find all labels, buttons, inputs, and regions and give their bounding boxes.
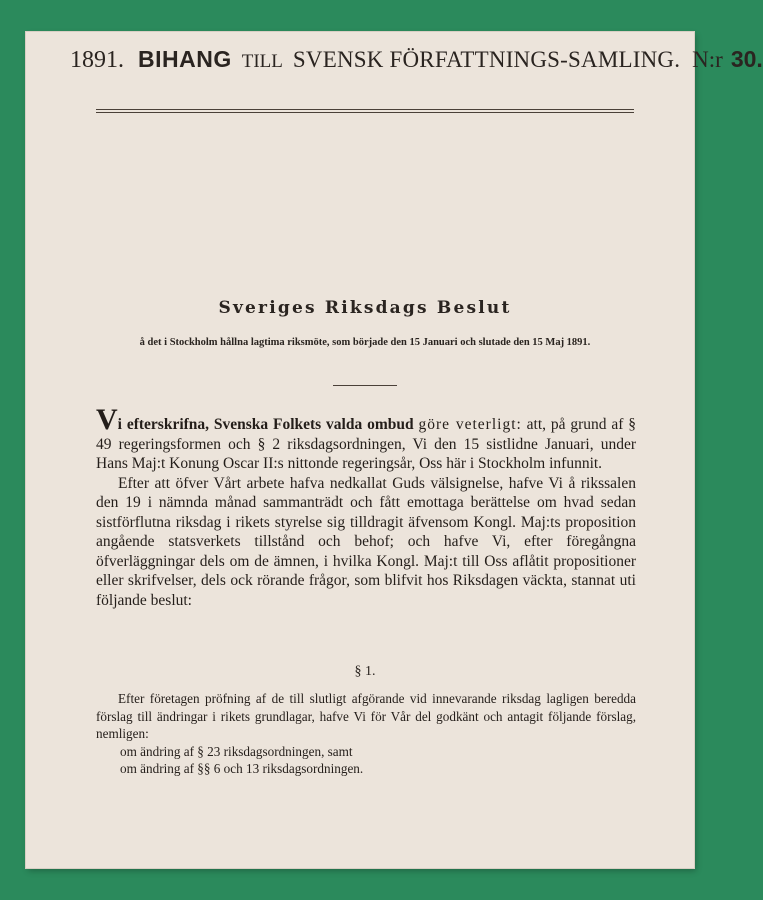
header-rule xyxy=(96,109,634,110)
header-nr-label: N:r xyxy=(692,47,723,72)
header-publication: SVENSK FÖRFATTNINGS-SAMLING. xyxy=(292,47,681,72)
document-body xyxy=(96,403,637,610)
header-rule-secondary xyxy=(96,112,634,113)
document-subtitle: å det i Stockholm hållna lagtima riksmöte, som började den 15 Januari och slutade den 15 Maj 1891. xyxy=(139,337,591,348)
document-title: Sveriges Riksdags Beslut xyxy=(218,298,512,318)
paragraph-2: Efter att öfver Vårt arbete hafva nedkallat Guds välsignelse, hafve Vi å rikssalen den 19 i nämnda månad sammanträdt och fått emottaga berättelse om hvad sedan sistförflutna riksdag i rikets styrelse sig tilldragit äfvensom Kongl. Maj:ts proposition angående statsverkets tillstånd och behof; och hafve Vi, efter föregångna öfverläggningar dels om de ämnen, i hvilka Kongl. Maj:t till Oss aflåtit propositioner eller skrifvelser, dels ock rörande frågor, som blifvit hos Riksdagen väckta, stannat uti följande beslut: xyxy=(96,474,636,609)
paragraph-1-spaced: göre veterligt: xyxy=(418,416,522,433)
list-item: om ändring af § 23 riksdagsordningen, samt xyxy=(120,743,353,759)
header-till: TILL xyxy=(241,51,283,72)
drop-cap: V xyxy=(96,403,118,436)
paragraph-1-text: att, på grund af § 49 regeringsformen och § 2 riksdagsordningen, Vi den 15 sistlidne Januari, under Hans Maj:t Konung Oscar II:s nittonde regeringsår, Oss här i Stockholm infunnit. xyxy=(96,416,637,472)
list-item: om ändring af §§ 6 och 13 riksdagsordningen. xyxy=(120,761,364,776)
header-year: 1891. xyxy=(70,47,124,73)
header-number: 30. xyxy=(730,46,763,72)
page-header xyxy=(70,46,763,74)
paragraph-1 xyxy=(96,403,637,474)
section-heading: § 1. xyxy=(354,664,376,679)
section-body xyxy=(96,690,636,778)
header-bihang: BIHANG xyxy=(138,46,232,72)
title-divider xyxy=(333,385,397,386)
paragraph-1-lead: i efterskrifna, Svenska Folkets valda ombud xyxy=(117,416,414,433)
section-paragraph: Efter företagen pröfning af de till slutligt afgörande vid innevarande riksdag lagligen beredda förslag till ändringar i rikets grundlagar, hafve Vi för Vår del godkänt och antagit följande förslag, nemligen: xyxy=(96,691,636,741)
